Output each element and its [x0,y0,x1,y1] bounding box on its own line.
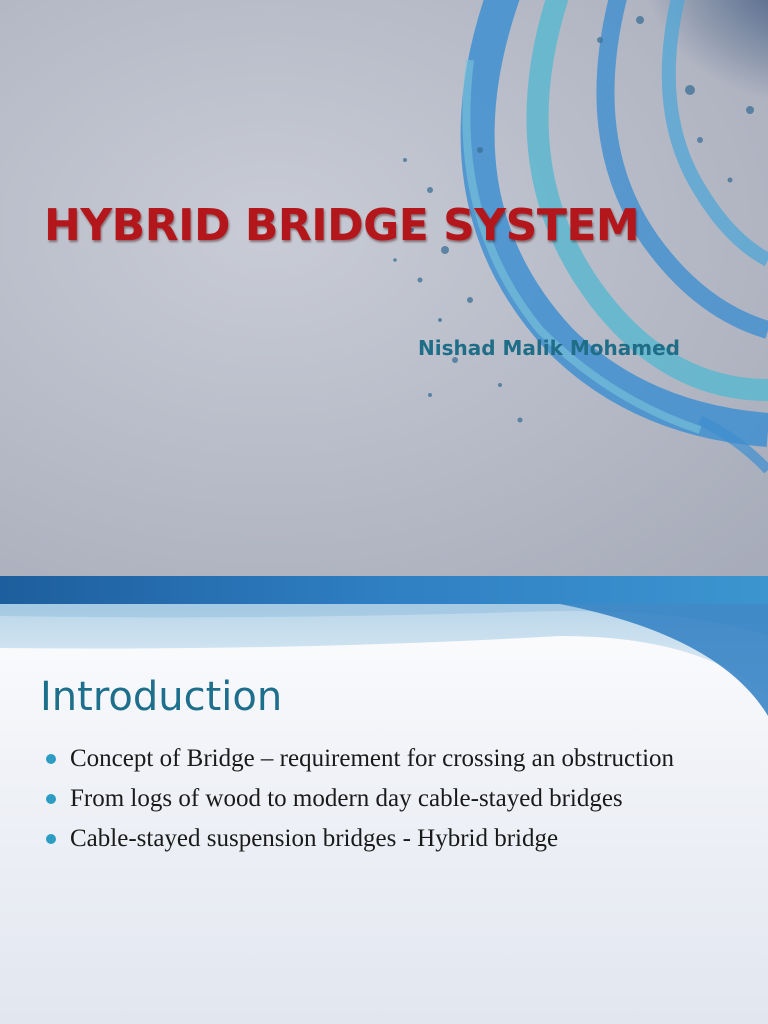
bullet-icon [46,754,56,764]
slide-heading: Introduction [40,674,283,720]
list-item [44,742,744,776]
bullet-icon [46,834,56,844]
author-name: Nishad Malik Mohamed [418,336,680,360]
content-slide [0,576,768,1024]
list-item [44,782,744,816]
bullet-list [44,742,744,862]
bullet-icon [46,794,56,804]
bullet-text: Concept of Bridge – requirement for crossing an obstruction [70,745,675,772]
bullet-text: From logs of wood to modern day cable-stayed bridges [70,785,623,812]
bullet-text: Cable-stayed suspension bridges - Hybrid bridge [70,825,559,852]
list-item [44,822,744,856]
presentation-title: HYBRID BRIDGE SYSTEM [44,200,640,251]
